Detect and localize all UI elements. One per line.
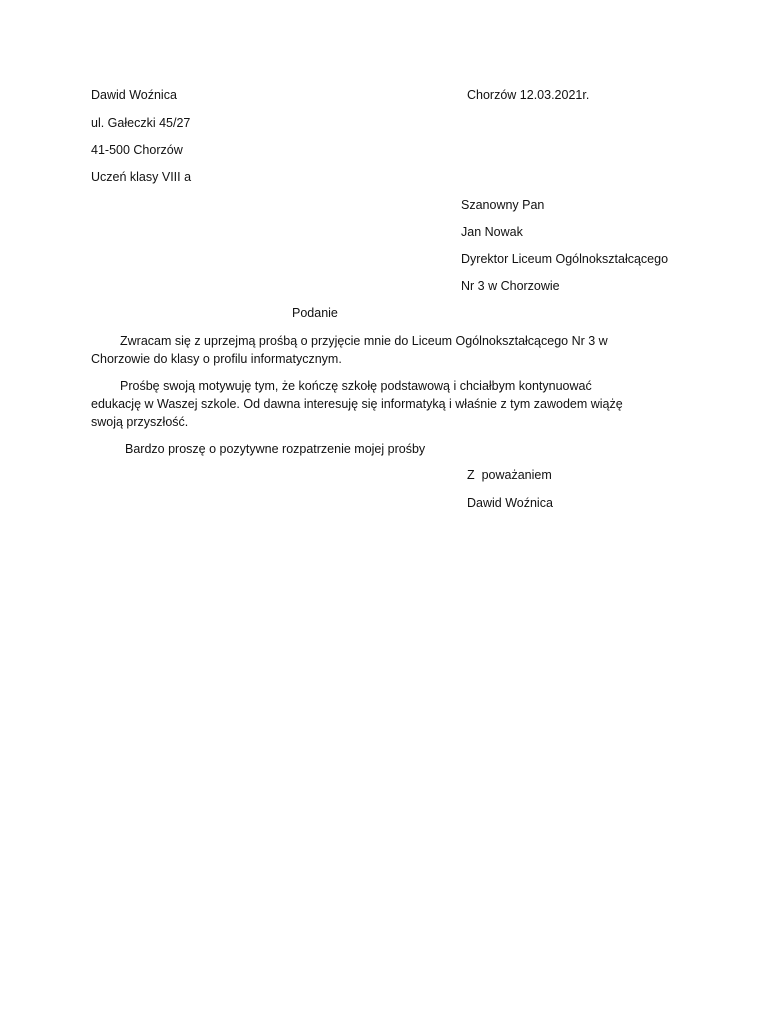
recipient-name: Jan Nowak: [461, 225, 523, 239]
sender-city: 41-500 Chorzów: [91, 143, 183, 157]
body-paragraph-request: Zwracam się z uprzejmą prośbą o przyjęcie mnie do Liceum Ogólnokształcącego Nr 3 w Chorzowie do klasy o profilu informatycznym.: [91, 334, 608, 366]
recipient-school: Nr 3 w Chorzowie: [461, 279, 560, 293]
sender-class: Uczeń klasy VIII a: [91, 170, 192, 184]
closing-greeting: Z poważaniem: [467, 468, 552, 482]
recipient-title: Dyrektor Liceum Ogólnokształcącego: [461, 252, 669, 266]
closing-signature: Dawid Woźnica: [467, 496, 553, 510]
place-and-date: Chorzów 12.03.2021r.: [467, 88, 590, 102]
sender-street: ul. Gałeczki 45/27: [91, 116, 191, 130]
body-paragraph-motivation: Prośbę swoją motywuję tym, że kończę szkołę podstawową i chciałbym kontynuować edukację w Waszej szkole. Od dawna interesuję się informatyką i właśnie z tym zawodem wiążę swoją przyszłość.: [91, 379, 623, 429]
sender-name: Dawid Woźnica: [91, 88, 177, 102]
body-paragraph-closing-request: Bardzo proszę o pozytywne rozpatrzenie mojej prośby: [125, 442, 426, 456]
recipient-salutation: Szanowny Pan: [461, 198, 545, 212]
document-title: Podanie: [292, 306, 338, 320]
